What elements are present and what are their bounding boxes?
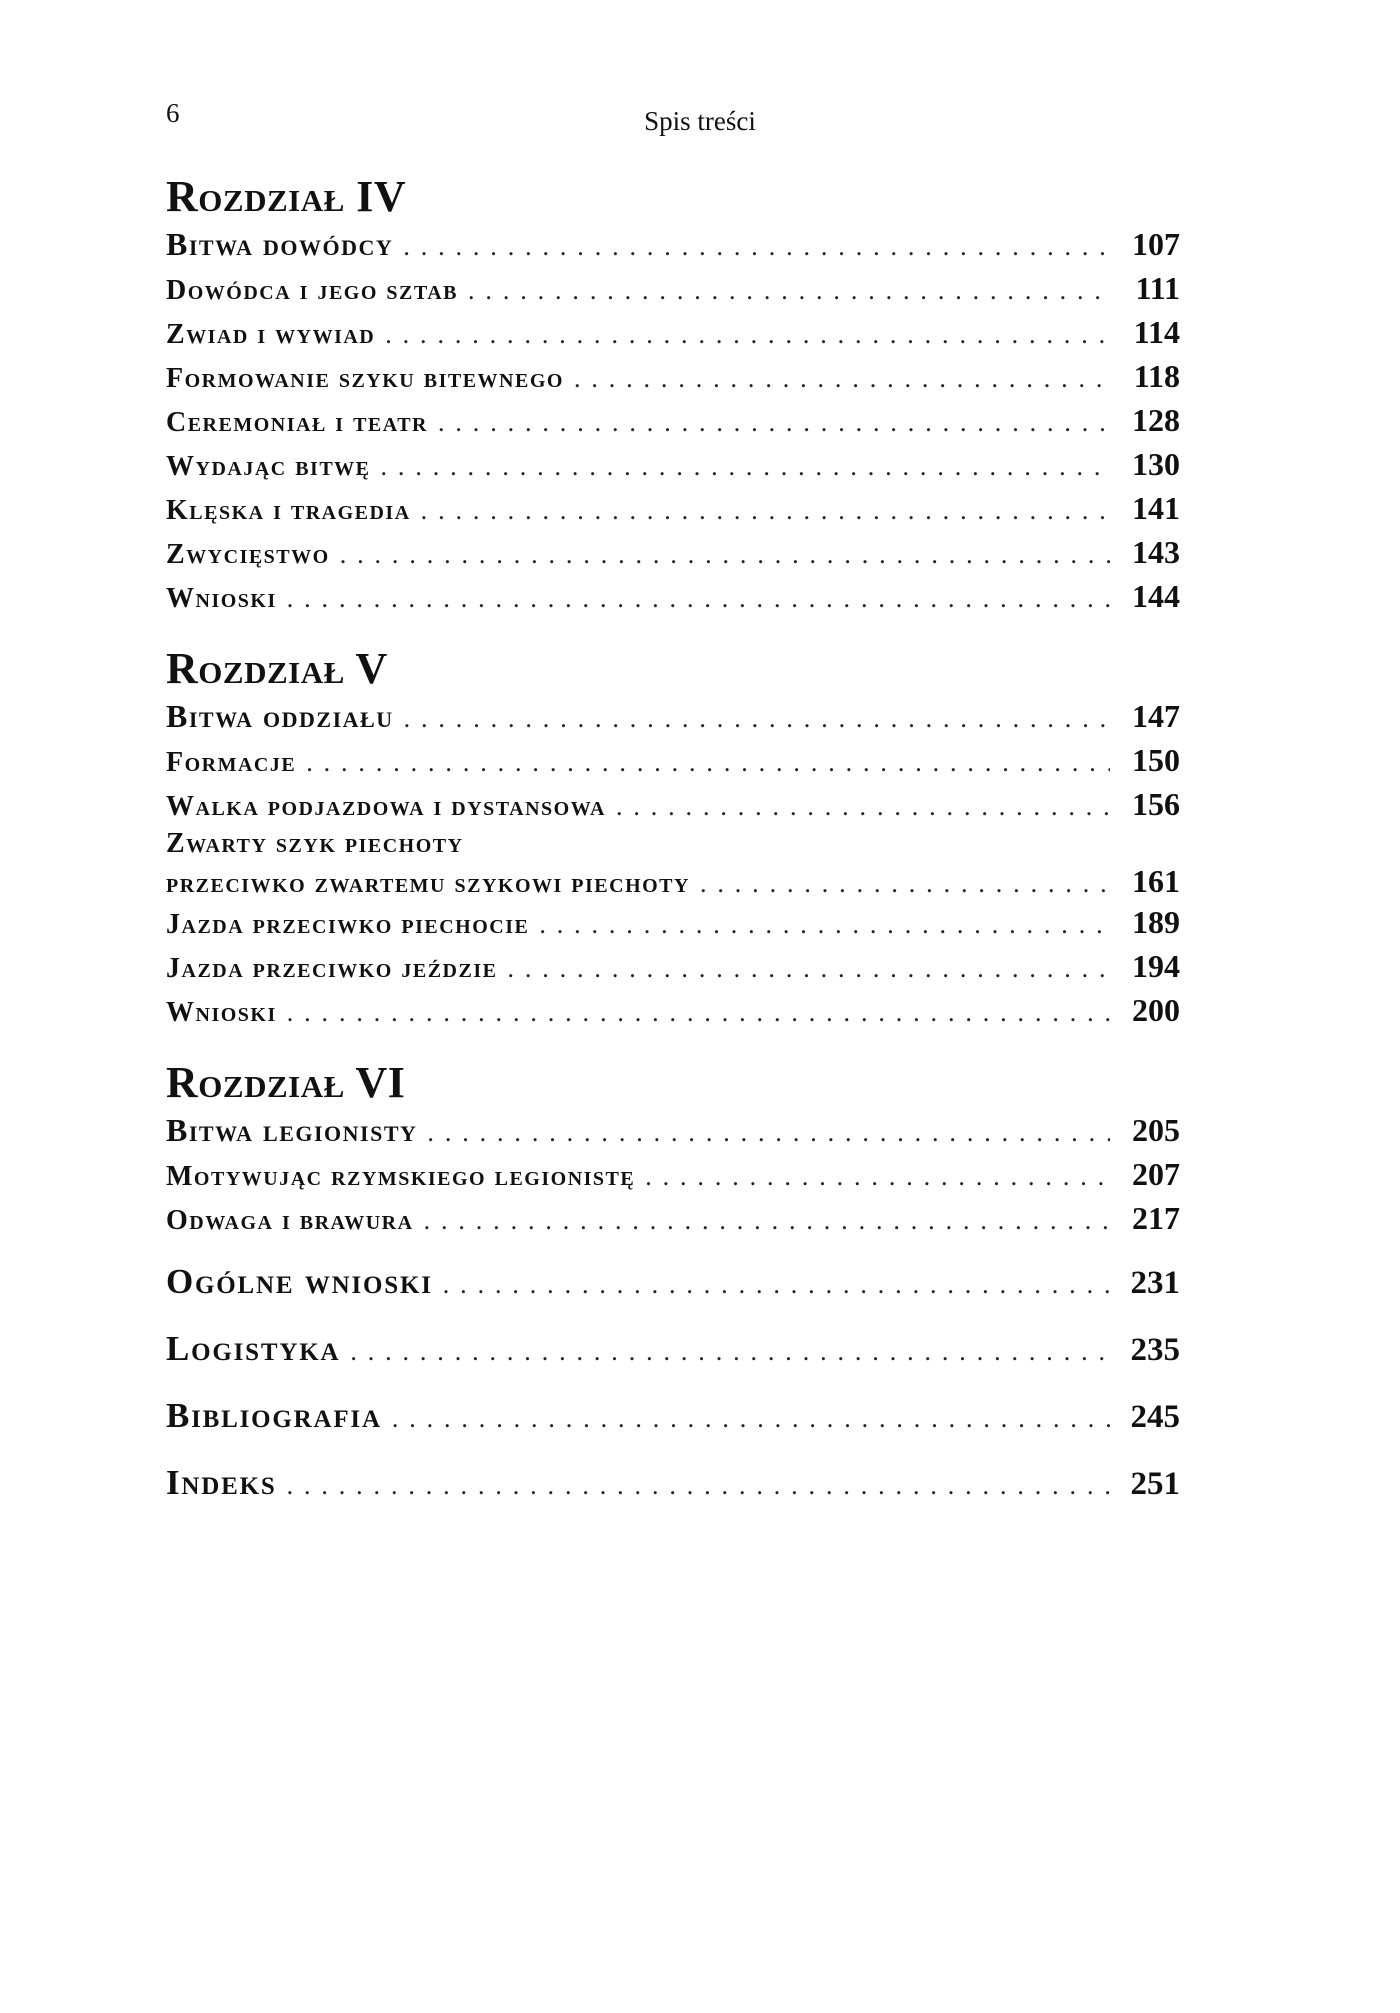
toc-entry-page: 189	[1132, 904, 1180, 940]
toc-entry-page: 231	[1130, 1265, 1180, 1301]
chapter-6	[166, 1058, 1180, 1240]
toc-entry-page: 111	[1135, 270, 1180, 306]
toc-entry-main[interactable]	[166, 1382, 1180, 1449]
toc-entry-page: 150	[1132, 742, 1180, 778]
toc-entry-page: 144	[1132, 578, 1180, 614]
toc-entry[interactable]	[166, 310, 1180, 354]
dot-leader	[287, 991, 1110, 1035]
toc-entry-title: Bitwa legionisty	[166, 1112, 418, 1148]
toc-entry-page: 118	[1133, 358, 1180, 394]
toc-entry-title: Wydając bitwę	[166, 451, 371, 482]
running-title: Spis treści	[644, 106, 756, 136]
toc-entry-page: 114	[1133, 314, 1180, 350]
dot-leader	[392, 1385, 1110, 1452]
dot-leader	[350, 1318, 1110, 1385]
toc-entry-page: 128	[1132, 402, 1180, 438]
toc-entry-title: Jazda przeciwko jeździe	[166, 953, 498, 984]
toc-entry-title: Indeks	[166, 1463, 277, 1502]
dot-leader	[287, 1452, 1110, 1519]
toc-entry-title: Walka podjazdowa i dystansowa	[166, 791, 606, 822]
dot-leader	[468, 269, 1110, 313]
toc-entry-title: Bitwa dowódcy	[166, 226, 394, 262]
toc-entry-title: Bitwa oddziału	[166, 698, 394, 734]
dot-leader	[381, 445, 1110, 489]
dot-leader	[574, 357, 1110, 401]
toc-entry[interactable]	[166, 694, 1180, 738]
dot-leader	[424, 1199, 1110, 1243]
chapter-heading: Rozdział V	[166, 644, 388, 693]
toc-entry-title: Formowanie szyku bitewnego	[166, 363, 564, 394]
toc-entry[interactable]	[166, 1152, 1180, 1196]
toc-entry[interactable]	[166, 574, 1180, 618]
toc-entry[interactable]	[166, 266, 1180, 310]
toc-entry[interactable]	[166, 486, 1180, 530]
dot-leader	[404, 697, 1110, 741]
toc-entry-page: 235	[1130, 1332, 1180, 1368]
toc-entry[interactable]	[166, 944, 1180, 988]
back-matter	[166, 1248, 1180, 1516]
toc-entry-main[interactable]	[166, 1248, 1180, 1315]
toc-entry[interactable]	[166, 988, 1180, 1032]
toc-entry-page: 200	[1132, 992, 1180, 1028]
toc-entry-page: 161	[1132, 863, 1180, 899]
dot-leader	[438, 401, 1110, 445]
toc-entry[interactable]	[166, 442, 1180, 486]
toc-entry-title-line1: Zwarty szyk piechoty	[166, 828, 464, 859]
dot-leader	[539, 903, 1110, 947]
toc-entry-page: 207	[1132, 1156, 1180, 1192]
toc-entry-page: 194	[1132, 948, 1180, 984]
toc-entry[interactable]	[166, 1196, 1180, 1240]
chapter-heading: Rozdział VI	[166, 1058, 406, 1107]
toc-entry-title: Klęska i tragedia	[166, 495, 411, 526]
dot-leader	[507, 947, 1110, 991]
toc-entry-title: Bibliografia	[166, 1396, 382, 1435]
toc-entry-main[interactable]	[166, 1315, 1180, 1382]
dot-leader	[421, 489, 1110, 533]
toc-entry-title: Zwiad i wywiad	[166, 319, 376, 350]
toc-entry-title: Logistyka	[166, 1329, 341, 1368]
toc-entry-title: przeciwko zwartemu szykowi piechoty	[166, 868, 690, 899]
dot-leader	[700, 865, 1110, 903]
chapter-5	[166, 644, 1180, 1032]
toc-entry-multiline[interactable]	[166, 826, 1180, 900]
toc-entry-page: 130	[1132, 446, 1180, 482]
table-of-contents	[166, 172, 1180, 1516]
toc-entry[interactable]	[166, 1108, 1180, 1152]
toc-entry[interactable]	[166, 782, 1180, 826]
toc-entry-page: 245	[1130, 1399, 1180, 1435]
toc-entry-page: 156	[1132, 786, 1180, 822]
toc-entry[interactable]	[166, 222, 1180, 266]
toc-entry-title: Dowódca i jego sztab	[166, 275, 459, 306]
dot-leader	[427, 1111, 1110, 1155]
dot-leader	[340, 533, 1110, 577]
dot-leader	[385, 313, 1110, 357]
toc-entry-page: 251	[1130, 1466, 1180, 1502]
page-number: 6	[166, 98, 180, 128]
toc-entry-title: Formacje	[166, 747, 297, 778]
toc-entry-page: 107	[1132, 226, 1180, 262]
toc-entry[interactable]	[166, 398, 1180, 442]
toc-entry-title: Wnioski	[166, 583, 277, 614]
toc-entry-title: Zwycięstwo	[166, 539, 330, 570]
toc-entry-page: 147	[1132, 698, 1180, 734]
toc-entry[interactable]	[166, 738, 1180, 782]
toc-entry-main[interactable]	[166, 1449, 1180, 1516]
toc-entry-title: Wnioski	[166, 997, 277, 1028]
dot-leader	[645, 1155, 1110, 1199]
dot-leader	[616, 785, 1110, 829]
toc-entry-page: 141	[1132, 490, 1180, 526]
toc-entry[interactable]	[166, 354, 1180, 398]
dot-leader	[443, 1251, 1110, 1318]
chapter-heading: Rozdział IV	[166, 172, 407, 221]
toc-entry-title: Jazda przeciwko piechocie	[166, 909, 530, 940]
dot-leader	[287, 577, 1110, 621]
toc-entry[interactable]	[166, 900, 1180, 944]
toc-entry-page: 217	[1132, 1200, 1180, 1236]
toc-entry-page: 143	[1132, 534, 1180, 570]
chapter-4	[166, 172, 1180, 618]
toc-entry[interactable]	[166, 530, 1180, 574]
dot-leader	[306, 741, 1110, 785]
toc-entry-title: Ceremoniał i teatr	[166, 407, 428, 438]
toc-entry-title: Motywując rzymskiego legionistę	[166, 1161, 636, 1192]
toc-entry	[166, 862, 1180, 900]
toc-entry-title: Ogólne wnioski	[166, 1262, 433, 1301]
toc-entry-title: Odwaga i brawura	[166, 1205, 414, 1236]
toc-entry-page: 205	[1132, 1112, 1180, 1148]
dot-leader	[403, 225, 1110, 269]
